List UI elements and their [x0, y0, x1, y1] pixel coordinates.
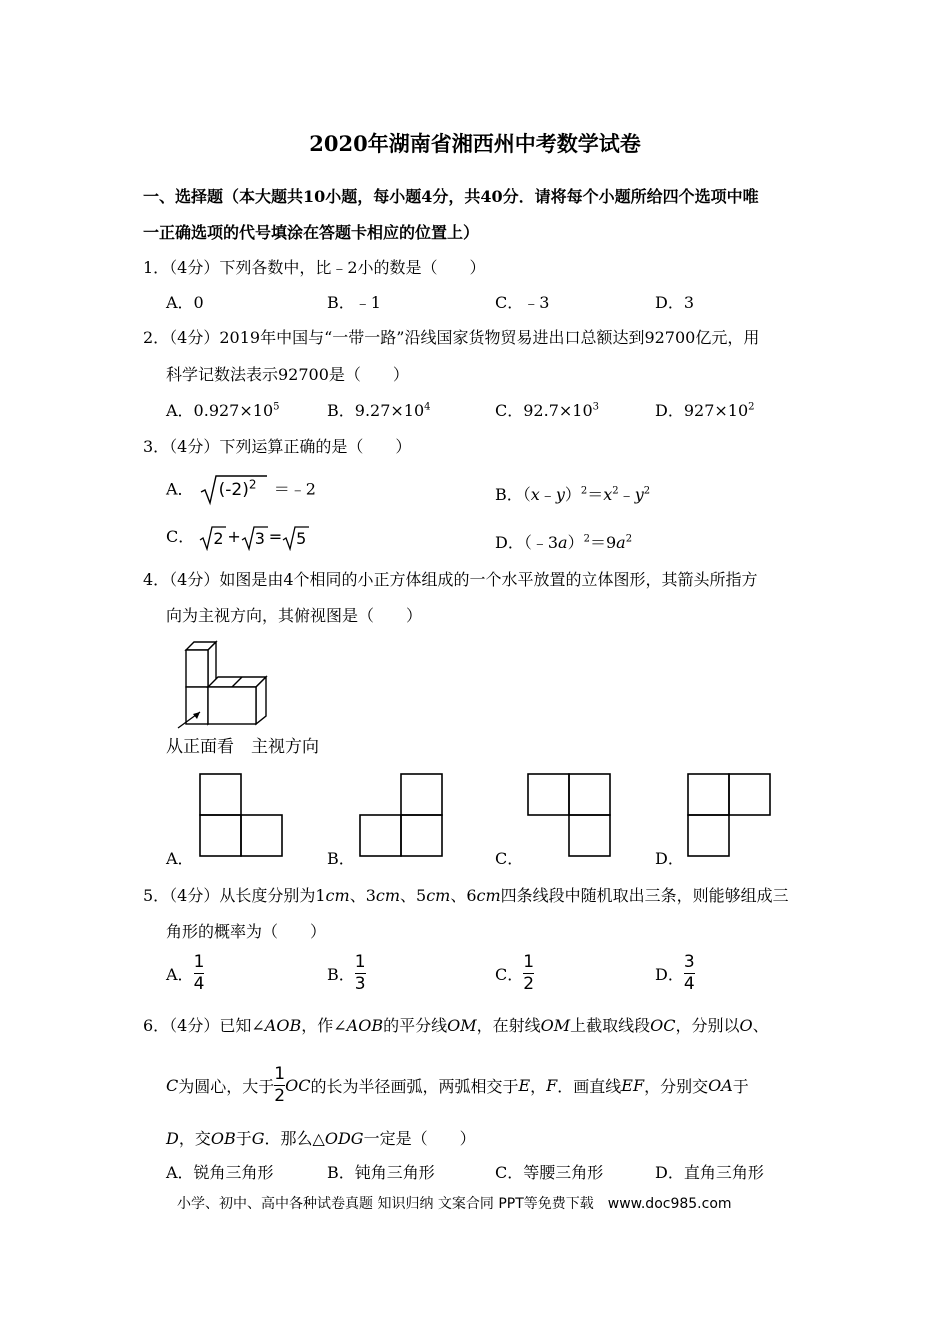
question-3-option-d: D．$(﹣3a)^2=9a^2$ — [495, 533, 633, 552]
question-6-option-a: A．锐角三角形 — [166, 1163, 274, 1182]
option-a-top-view-diagram — [198, 772, 286, 858]
option-d-top-view-diagram — [686, 772, 774, 858]
question-1-option-b: B．﹣1 — [327, 293, 381, 312]
question-4-option-a: A． — [166, 849, 194, 868]
question-1-option-d: D．3 — [655, 293, 695, 312]
question-3-stem: 3．（4分）下列运算正确的是（ ） — [143, 437, 412, 456]
option-c-top-view-diagram — [526, 772, 614, 858]
question-2-stem-line1: 2．（4分）2019年中国与“一带一路”沿线国家货物贸易进出口总额达到92700亿元，用 — [143, 328, 760, 347]
question-1-stem: 1．（4分）下列各数中，比﹣2小的数是（ ） — [143, 258, 486, 277]
question-2-option-a: A．$0.927\times 10^5$ — [166, 401, 280, 420]
question-5-option-d: D． $\frac{3}{4}$ — [655, 952, 695, 994]
section-heading-line1: 一、选择题（本大题共10小题，每小题4分，共40分．请将每个小题所给四个选项中唯 — [143, 187, 759, 206]
question-5-option-a: A． $\frac{1}{4}$ — [166, 952, 205, 994]
question-6-stem-line3: D，交OB于G．那么△ODG一定是（ ） — [166, 1129, 476, 1148]
page-footer: 小学、初中、高中各种试卷真题 知识归纳 文案合同 PPT等免费下载 www.doc985.com — [177, 1196, 732, 1212]
question-6-option-d: D．直角三角形 — [655, 1163, 764, 1182]
question-2-option-d: D．$927\times 10^2$ — [655, 401, 755, 420]
question-1-option-c: C．﹣3 — [495, 293, 550, 312]
figure-caption: 从正面看 主视方向 — [166, 737, 319, 757]
question-5-option-b: B． $\frac{1}{3}$ — [327, 952, 366, 994]
question-4-option-d: D． — [655, 849, 684, 868]
question-3-option-b: B．$(x﹣y)^2=x^2﹣y^2$ — [495, 485, 651, 504]
option-b-top-view-diagram — [358, 772, 446, 858]
question-4-stem-line1: 4．（4分）如图是由4个相同的小正方体组成的一个水平放置的立体图形，其箭头所指方 — [143, 570, 758, 589]
question-6-stem-line1: 6．（4分）已知∠AOB，作∠AOB的平分线OM，在射线OM上截取线段OC，分别以O、 — [143, 1016, 769, 1035]
question-6-stem-line2: C为圆心，大于 $\frac{1}{2}$ OC的长为半径画弧，两弧相交于E，F．画直线EF，分别交OA于 — [166, 1064, 749, 1106]
question-3-option-a: A． $(-2)^2$ ＝﹣2 — [166, 474, 316, 506]
question-6-option-c: C．等腰三角形 — [495, 1163, 604, 1182]
page-title: 2020年湖南省湘西州中考数学试卷 — [309, 131, 641, 156]
question-5-option-c: C． $\frac{1}{2}$ — [495, 952, 535, 994]
section-heading-line2: 一正确选项的代号填涂在答题卡相应的位置上） — [143, 223, 480, 242]
question-6-option-b: B．钝角三角形 — [327, 1163, 435, 1182]
question-2-option-b: B．$9.27\times 10^4$ — [327, 401, 431, 420]
question-4-option-b: B． — [327, 849, 355, 868]
question-5-stem-line1: 5．（4分）从长度分别为1cm、3cm、5cm、6cm四条线段中随机取出三条，则能够组成三 — [143, 886, 789, 905]
question-1-option-a: A．0 — [166, 293, 204, 312]
question-5-stem-line2: 角形的概率为（ ） — [166, 922, 327, 941]
question-4-stem-line2: 向为主视方向，其俯视图是（ ） — [166, 606, 423, 625]
question-2-option-c: C．$92.7\times 10^3$ — [495, 401, 600, 420]
cube-solid-figure — [166, 640, 356, 732]
question-3-option-c: C． 2 + 3 = 5 — [166, 524, 310, 551]
question-2-stem-line2: 科学记数法表示92700是（ ） — [166, 365, 409, 384]
question-4-option-c: C． — [495, 849, 524, 868]
